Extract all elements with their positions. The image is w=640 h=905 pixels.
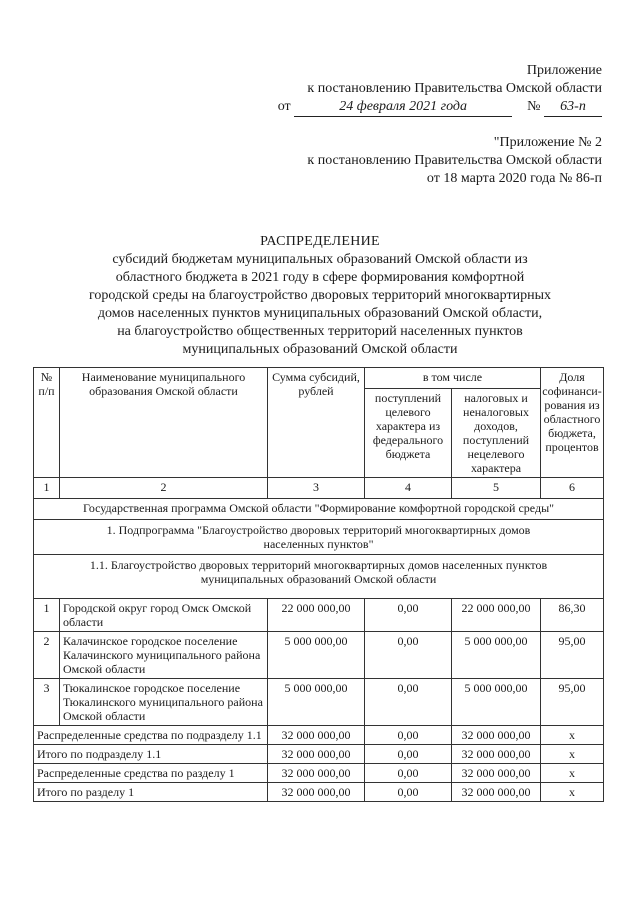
distribution-table <box>33 367 604 802</box>
row-name: Калачинское городское поселение Калачинского муниципального района Омской области <box>60 632 268 679</box>
quote-resolution: к постановлению Правительства Омской области <box>307 153 602 168</box>
appendix-header <box>278 62 602 117</box>
total-share: x <box>541 764 604 783</box>
title-heading: РАСПРЕДЕЛЕНИЕ <box>260 234 380 249</box>
subsection-title: 1.1. Благоустройство дворовых территорий многоквартирных домов населенных пунктов муниципальных образований Омской области <box>34 555 604 599</box>
header-federal: поступлений целевого характера из федерального бюджета <box>365 389 452 478</box>
appendix-date-line <box>278 98 602 117</box>
program-row <box>34 499 604 520</box>
total-label: Итого по разделу 1 <box>34 783 268 802</box>
header-share: Доля софинанси-рования из областного бюджета, процентов <box>541 368 604 478</box>
column-number: 1 <box>34 478 60 499</box>
total-federal: 0,00 <box>365 726 452 745</box>
document-title <box>0 233 640 359</box>
from-label: от <box>277 99 291 114</box>
total-tax: 32 000 000,00 <box>452 764 541 783</box>
header-sum: Сумма субсидий, рублей <box>268 368 365 478</box>
total-sum: 32 000 000,00 <box>268 764 365 783</box>
row-num: 3 <box>34 679 60 726</box>
table-row <box>34 632 604 679</box>
total-federal: 0,00 <box>365 745 452 764</box>
total-row <box>34 745 604 764</box>
appendix-resolution: к постановлению Правительства Омской области <box>307 81 602 96</box>
row-federal: 0,00 <box>365 632 452 679</box>
total-row <box>34 783 604 802</box>
total-share: x <box>541 745 604 764</box>
number-value: 63-п <box>544 98 602 117</box>
total-tax: 32 000 000,00 <box>452 783 541 802</box>
quote-date-line: от 18 марта 2020 года № 86-п <box>426 171 602 186</box>
row-num: 1 <box>34 599 60 632</box>
date-value: 24 февраля 2021 года <box>294 98 512 117</box>
quoted-appendix-header <box>307 134 602 188</box>
row-share: 95,00 <box>541 679 604 726</box>
row-name: Городской округ город Омск Омской области <box>60 599 268 632</box>
row-tax: 22 000 000,00 <box>452 599 541 632</box>
title-line: на благоустройство общественных территорий населенных пунктов <box>117 324 523 339</box>
header-including: в том числе <box>365 368 541 389</box>
total-share: x <box>541 726 604 745</box>
total-sum: 32 000 000,00 <box>268 726 365 745</box>
total-row <box>34 726 604 745</box>
row-sum: 5 000 000,00 <box>268 632 365 679</box>
total-row <box>34 764 604 783</box>
total-sum: 32 000 000,00 <box>268 745 365 764</box>
total-label: Распределенные средства по подразделу 1.1 <box>34 726 268 745</box>
title-line: областного бюджета в 2021 году в сфере формирования комфортной <box>115 270 525 285</box>
total-federal: 0,00 <box>365 783 452 802</box>
row-share: 95,00 <box>541 632 604 679</box>
appendix-word: Приложение <box>526 63 602 78</box>
column-number: 4 <box>365 478 452 499</box>
table-row <box>34 679 604 726</box>
row-federal: 0,00 <box>365 599 452 632</box>
row-tax: 5 000 000,00 <box>452 632 541 679</box>
total-share: x <box>541 783 604 802</box>
row-num: 2 <box>34 632 60 679</box>
row-name: Тюкалинское городское поселение Тюкалинского муниципального района Омской области <box>60 679 268 726</box>
total-label: Распределенные средства по разделу 1 <box>34 764 268 783</box>
header-num: № п/п <box>34 368 60 478</box>
subprogram-title: 1. Подпрограмма "Благоустройство дворовых территорий многоквартирных домов населенных пунктов" <box>34 520 604 555</box>
column-number: 3 <box>268 478 365 499</box>
column-number: 6 <box>541 478 604 499</box>
row-federal: 0,00 <box>365 679 452 726</box>
title-line: городской среды на благоустройство дворовых территорий многоквартирных <box>89 288 551 303</box>
column-number: 2 <box>60 478 268 499</box>
number-label: № <box>527 99 541 114</box>
subprogram-row <box>34 520 604 555</box>
header-tax: налоговых и неналоговых доходов, поступлений нецелевого характера <box>452 389 541 478</box>
title-line: домов населенных пунктов муниципальных образований Омской области, <box>97 306 543 321</box>
total-tax: 32 000 000,00 <box>452 745 541 764</box>
quote-appendix: "Приложение № 2 <box>493 135 602 150</box>
table-header-row <box>34 368 604 389</box>
program-title: Государственная программа Омской области "Формирование комфортной городской среды" <box>34 499 604 520</box>
row-sum: 22 000 000,00 <box>268 599 365 632</box>
column-number: 5 <box>452 478 541 499</box>
total-label: Итого по подразделу 1.1 <box>34 745 268 764</box>
table-row <box>34 599 604 632</box>
row-share: 86,30 <box>541 599 604 632</box>
title-line: муниципальных образований Омской области <box>182 342 458 357</box>
total-federal: 0,00 <box>365 764 452 783</box>
title-line: субсидий бюджетам муниципальных образований Омской области из <box>112 252 528 267</box>
row-tax: 5 000 000,00 <box>452 679 541 726</box>
total-sum: 32 000 000,00 <box>268 783 365 802</box>
subsection-row <box>34 555 604 599</box>
row-sum: 5 000 000,00 <box>268 679 365 726</box>
header-name: Наименование муниципального образования Омской области <box>60 368 268 478</box>
column-number-row <box>34 478 604 499</box>
total-tax: 32 000 000,00 <box>452 726 541 745</box>
